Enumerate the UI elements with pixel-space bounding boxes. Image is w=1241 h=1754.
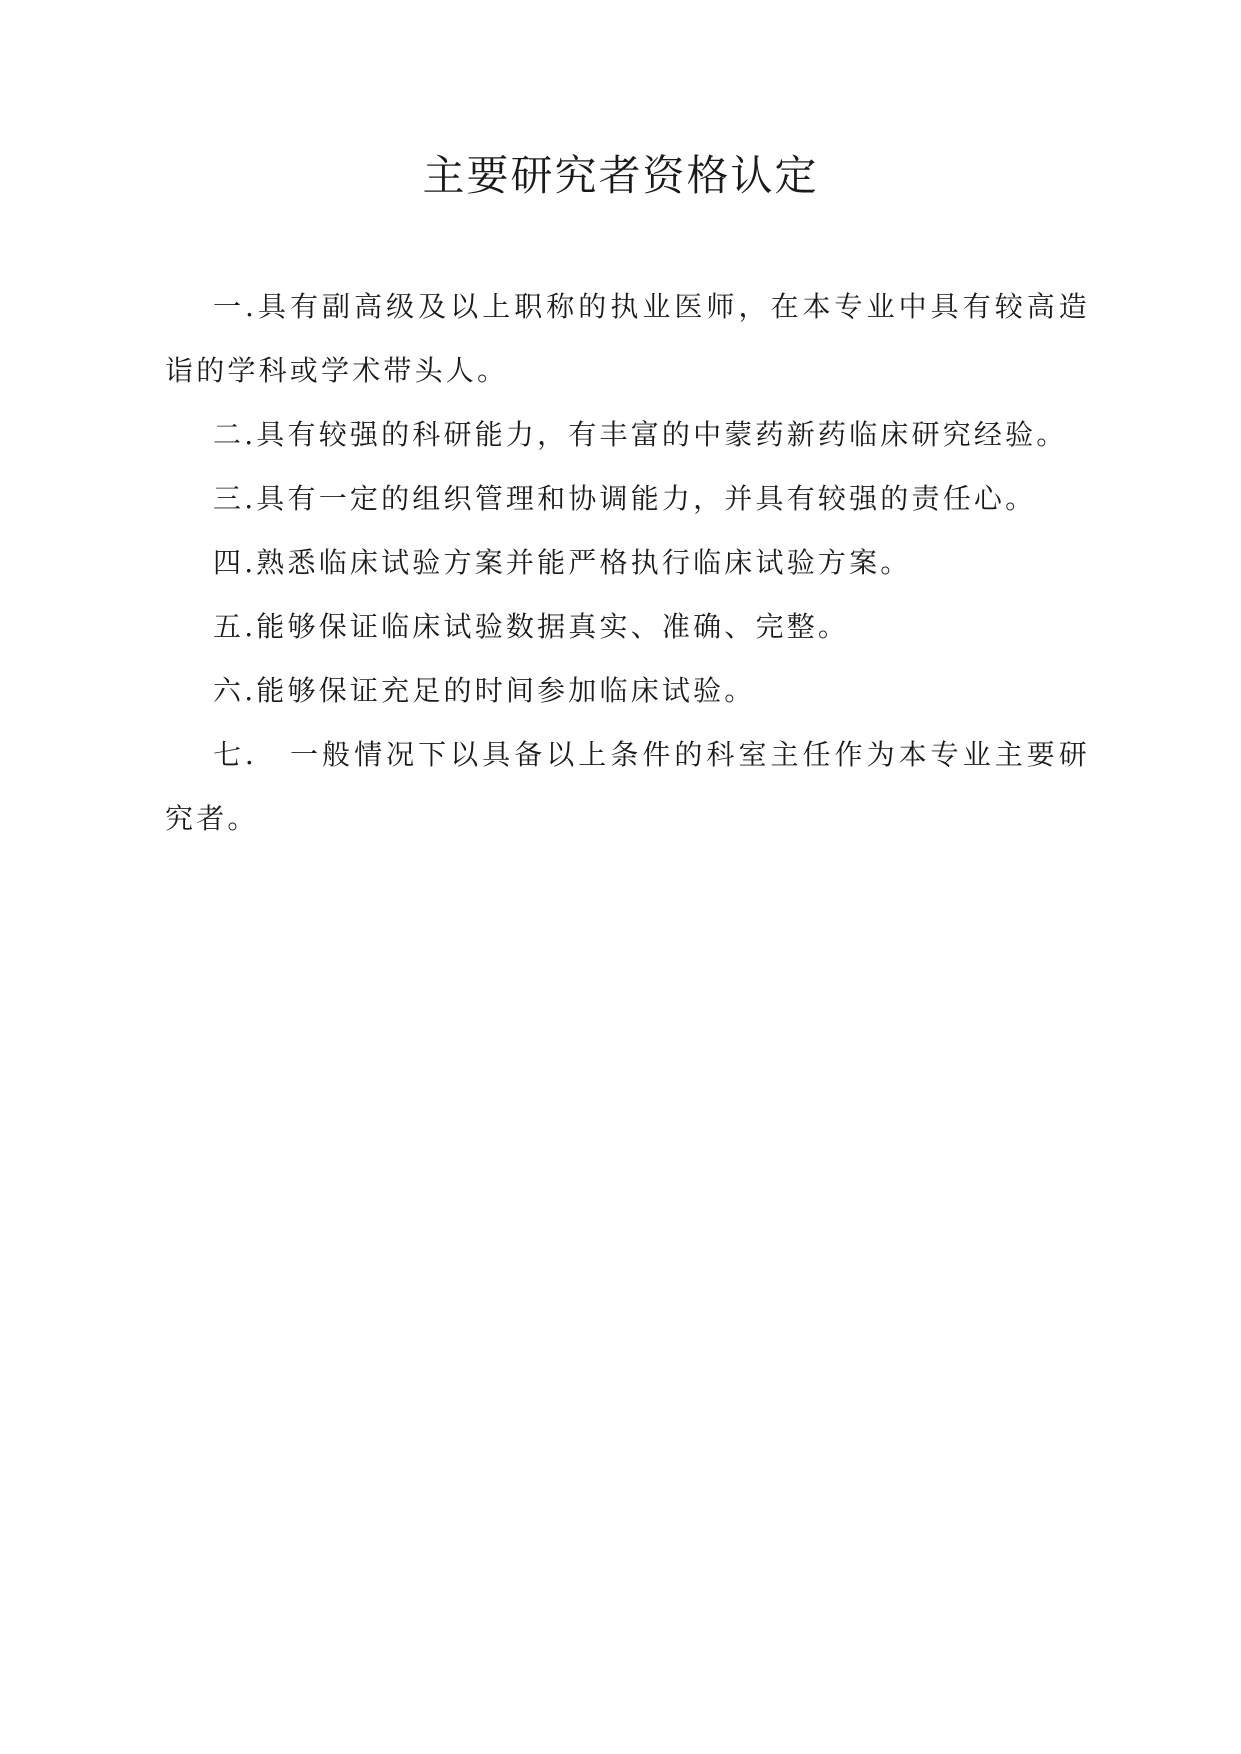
document-title: 主要研究者资格认定 — [422, 151, 819, 200]
qualification-item-1: 一.具有副高级及以上职称的执业医师，在本专业中具有较高造诣的学科或学术带头人。 — [165, 290, 1090, 387]
document-body — [165, 275, 1090, 851]
qualification-item-6: 六.能够保证充足的时间参加临床试验。 — [213, 674, 756, 707]
qualification-item-2: 二.具有较强的科研能力，有丰富的中蒙药新药临床研究经验。 — [213, 418, 1068, 451]
qualification-item-4: 四.熟悉临床试验方案并能严格执行临床试验方案。 — [213, 546, 912, 579]
qualification-item-5: 五.能够保证临床试验数据真实、准确、完整。 — [213, 610, 850, 643]
qualification-item-7: 七． 一般情况下以具备以上条件的科室主任作为本专业主要研究者。 — [165, 738, 1090, 835]
qualification-item-3: 三.具有一定的组织管理和协调能力，并具有较强的责任心。 — [213, 482, 1037, 515]
